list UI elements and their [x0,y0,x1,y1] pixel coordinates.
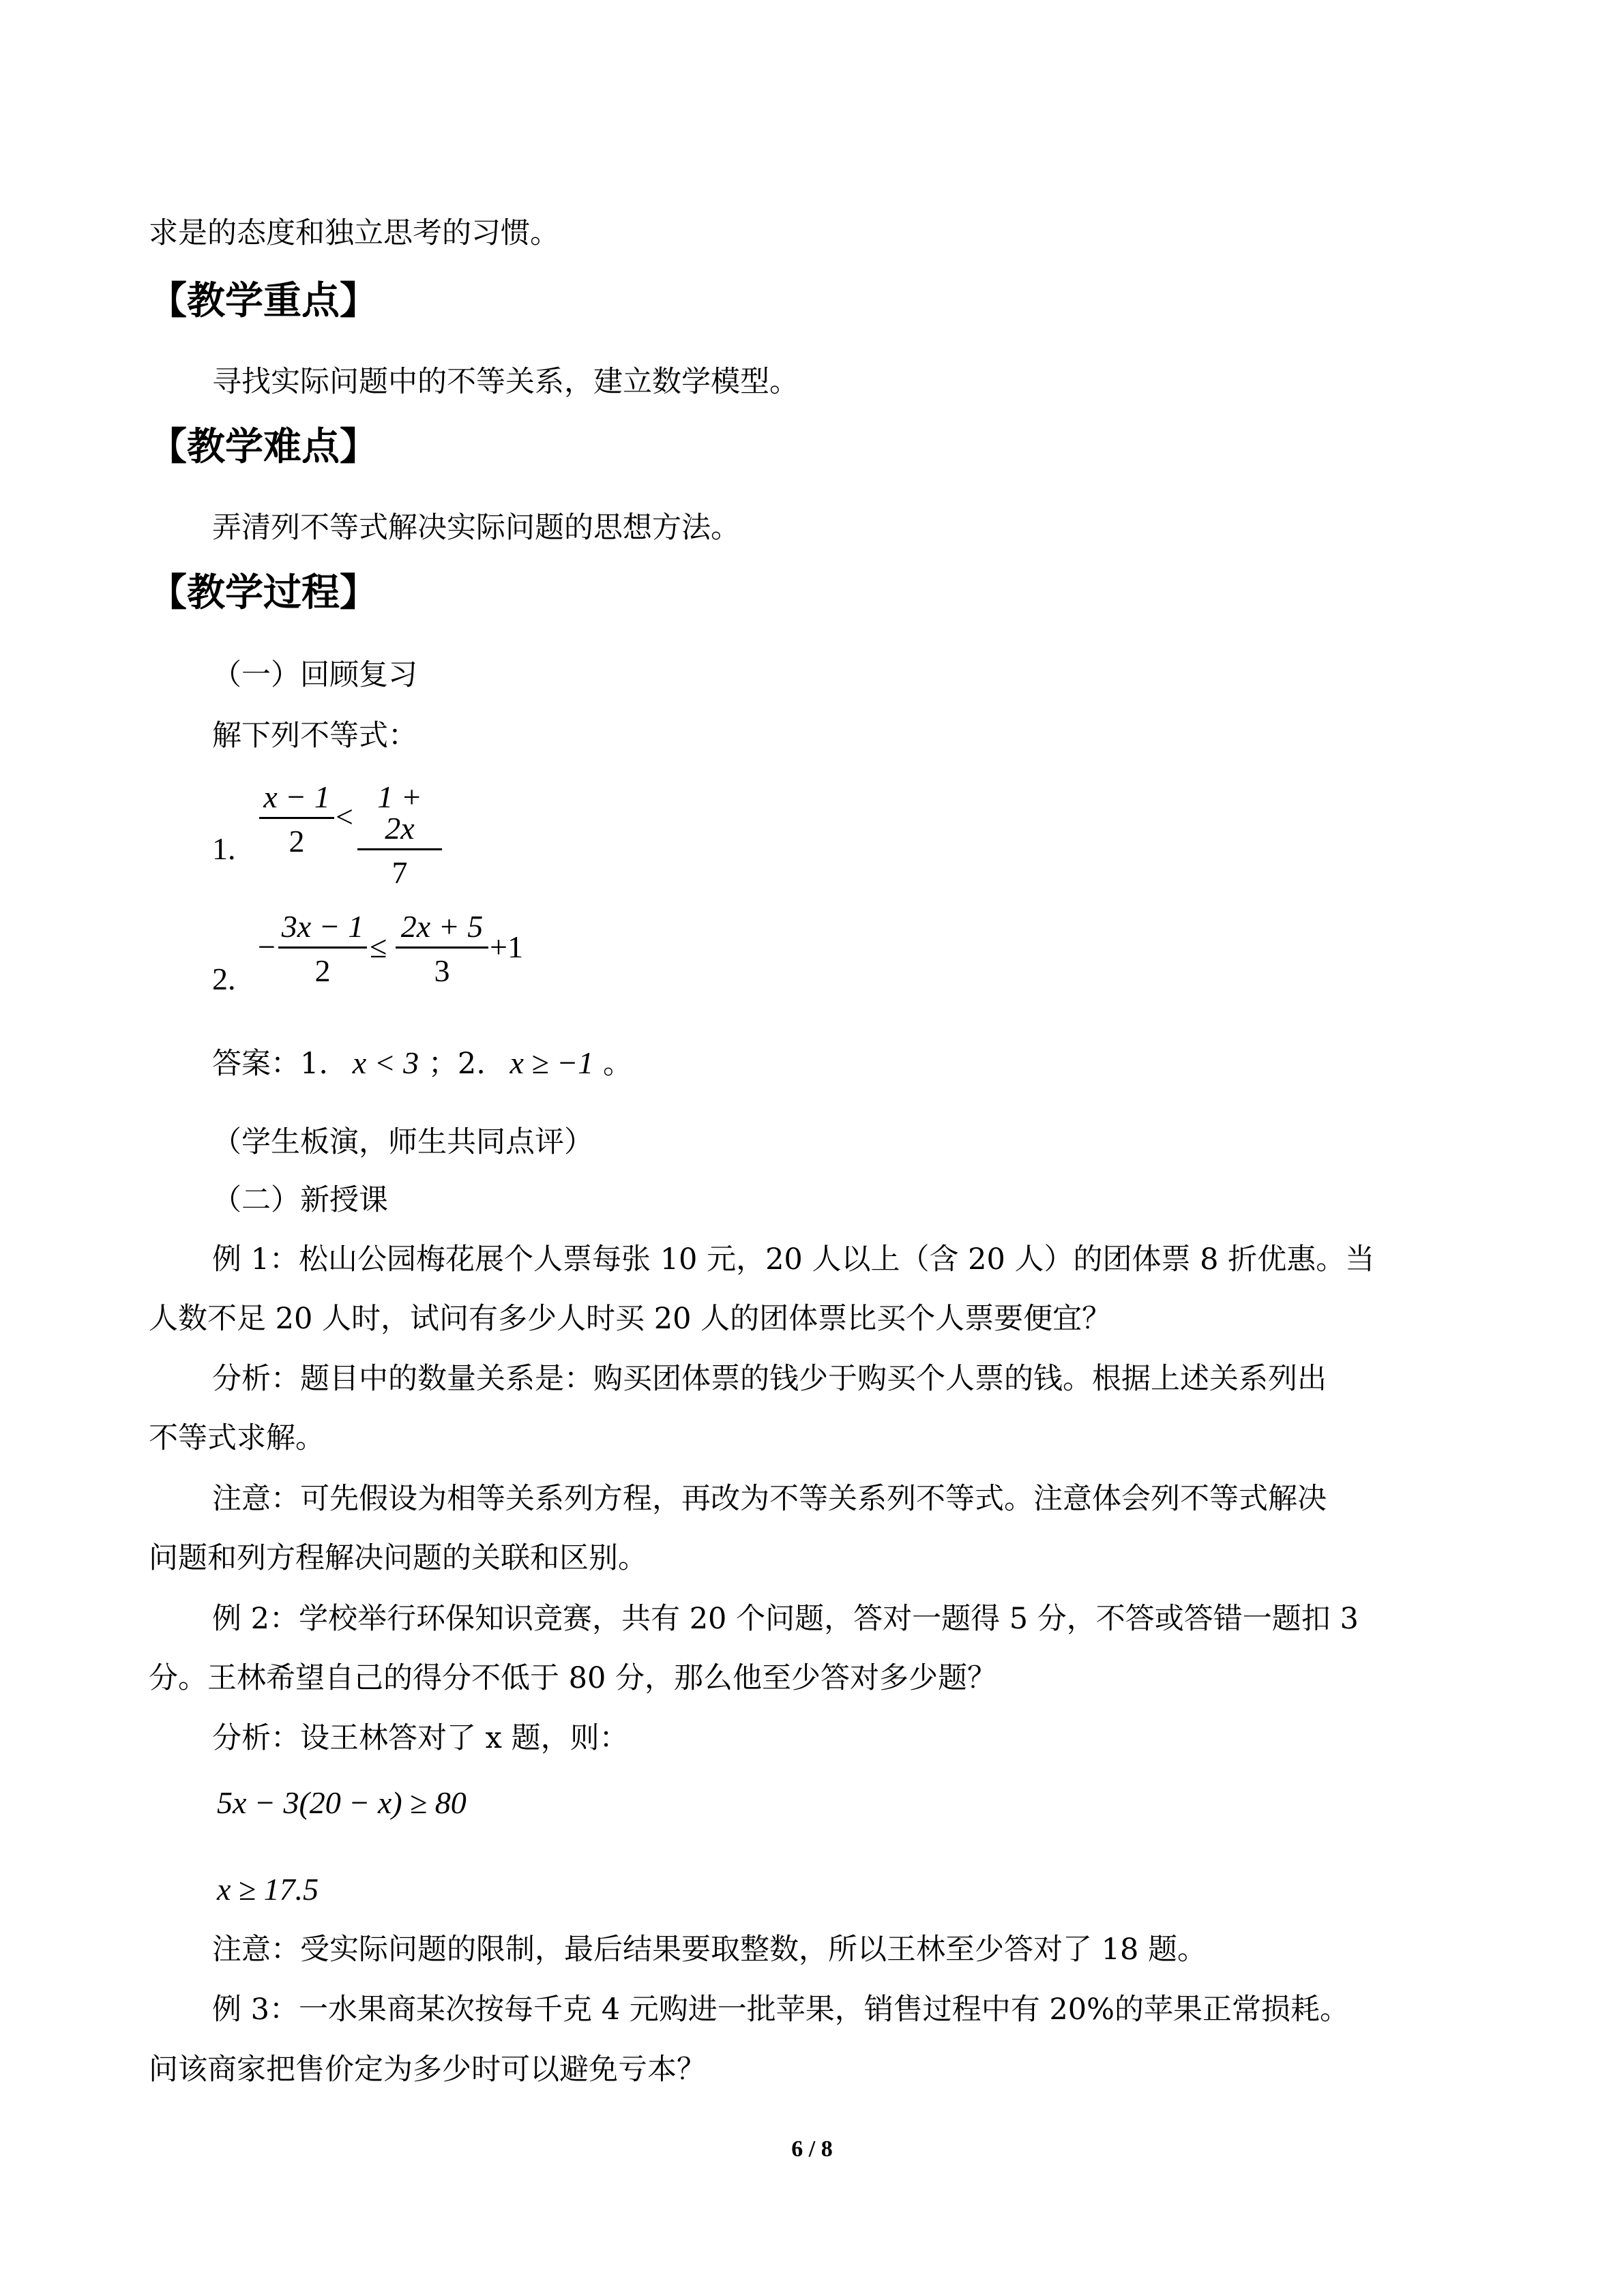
answer-end: 。 [602,1047,632,1081]
paragraph-line: 人数不足 20 人时，试问有多少人时买 20 人的团体票比买个人票要便宜？ [149,1302,1112,1336]
section-heading-key-points: 【教学重点】 [149,278,378,323]
paragraph-line: 注意：可先假设为相等关系列方程，再改为不等关系列不等式。注意体会列不等式解决 [212,1482,1327,1516]
fraction-denominator: 7 [392,855,408,890]
answer-2: x ≥ −1 [510,1045,594,1080]
fraction [357,781,442,889]
fraction-numerator: 2x + 5 [396,911,488,949]
problem-number: 2. [212,961,236,996]
fraction [396,911,488,987]
equation: x ≥ 17.5 [217,1872,319,1907]
subsection-title-new-lesson: （二）新授课 [212,1183,388,1217]
fraction [259,781,334,857]
paragraph-line: 分。王林希望自己的得分不低于 80 分，那么他至少答对多少题？ [149,1661,997,1695]
fraction-denominator: 3 [434,953,450,988]
problem-number: 1. [212,831,236,866]
answer-line [212,1047,632,1079]
fraction-denominator: 2 [289,824,305,859]
fraction-denominator: 2 [314,953,331,988]
paragraph-line: 例 2：学校举行环保知识竞赛，共有 20 个问题，答对一题得 5 分，不答或答错一题扣 3 [212,1602,1359,1636]
page-number: 6 / 8 [791,2136,833,2162]
paragraph-line: 寻找实际问题中的不等关系，建立数学模型。 [212,365,799,399]
fraction-numerator: x − 1 [259,781,334,819]
fraction [278,911,367,987]
section-heading-difficulties: 【教学难点】 [149,424,378,469]
fraction-numerator: 3x − 1 [278,911,367,949]
paragraph-line: 分析：设王林答对了 x 题，则： [212,1721,629,1755]
paragraph-line: 不等式求解。 [149,1421,325,1455]
paragraph-line: 问该商家把售价定为多少时可以避免亏本？ [149,2053,706,2087]
paragraph-line: 例 3：一水果商某次按每千克 4 元购进一批苹果，销售过程中有 20%的苹果正常损耗。 [212,1993,1349,2027]
paragraph-line: 问题和列方程解决问题的关联和区别。 [149,1541,647,1575]
paragraph-line: （学生板演，师生共同点评） [212,1125,593,1159]
paragraph-line: 求是的态度和独立思考的习惯。 [149,216,559,250]
paragraph-line: 弄清列不等式解决实际问题的思想方法。 [212,511,740,545]
inequality-operator: ≤ [370,929,387,964]
answer-separator: ；2. [428,1047,486,1081]
minus-sign: − [258,929,276,964]
fraction-numerator: 1 + 2x [357,781,442,850]
subsection-title-review: （一）回顾复习 [212,658,417,692]
paragraph-line: 分析：题目中的数量关系是：购买团体票的钱少于购买个人票的钱。根据上述关系列出 [212,1362,1327,1396]
paragraph-line: 解下列不等式： [212,719,417,753]
answer-1: x < 3 [352,1045,419,1080]
equation: 5x − 3(20 − x) ≥ 80 [217,1785,467,1820]
plus-one: +1 [490,929,523,964]
answer-prefix: 答案：1. [212,1047,329,1081]
inequality-operator: < [336,799,353,834]
paragraph-line: 例 1：松山公园梅花展个人票每张 10 元，20 人以上（含 20 人）的团体票 8 折优惠。当 [212,1242,1375,1277]
section-heading-process: 【教学过程】 [149,570,378,615]
paragraph-line: 注意：受实际问题的限制，最后结果要取整数，所以王林至少答对了 18 题。 [212,1933,1207,1967]
